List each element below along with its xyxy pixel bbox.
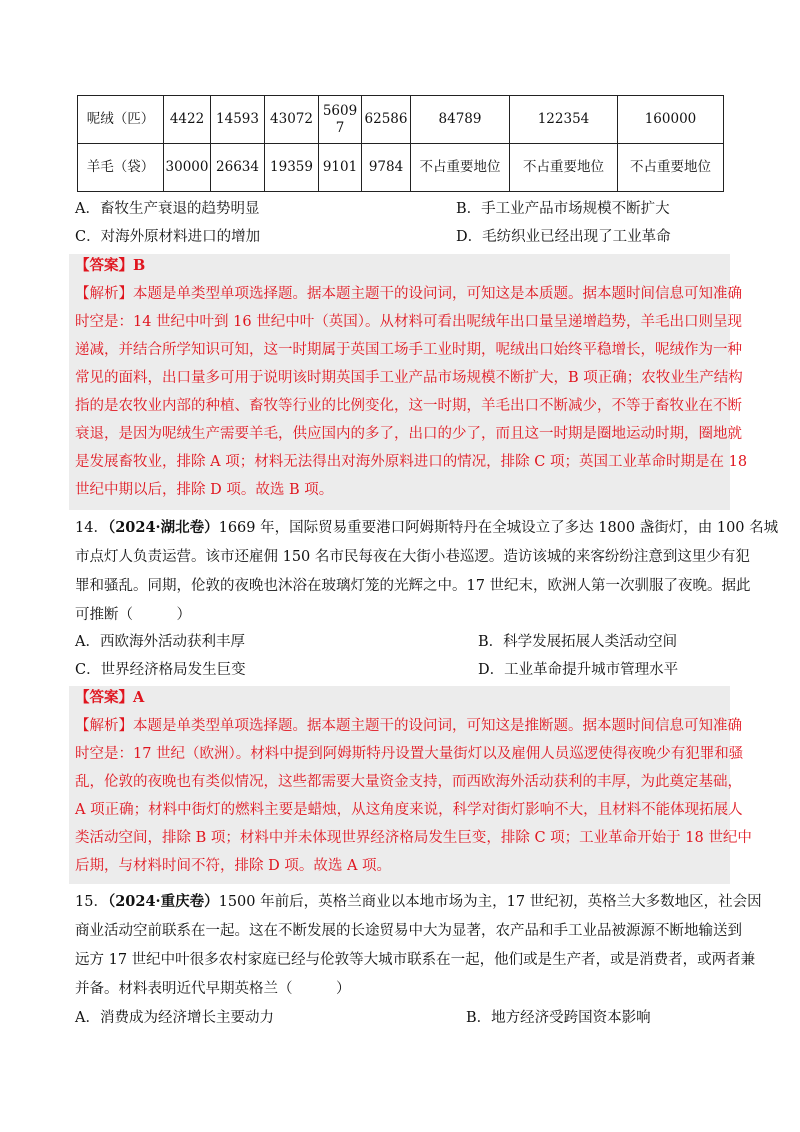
q15-stem-line: [75, 892, 762, 912]
table-cell: 9784: [362, 144, 411, 192]
table-cell: 30000: [164, 144, 211, 192]
table-cell: 不占重要地位: [618, 144, 724, 192]
q14-option-b: B．科学发展拓展人类活动空间: [478, 634, 678, 650]
q13-analysis-line: 时空是：14 世纪中叶到 16 世纪中叶（英国）。从材料可看出呢绒年出口量呈递增趋势，羊毛出口则呈现: [75, 314, 742, 330]
table-row: [78, 144, 724, 192]
q14-analysis-line: 后期，与材料时间不符，排除 D 项。故选 A 项。: [75, 858, 392, 874]
table-cell: 不占重要地位: [411, 144, 510, 192]
table-cell: 84789: [411, 96, 510, 144]
q15-stem-line: 商业活动空前联系在一起。这在不断发展的长途贸易中大为显著，农产品和手工业品被源源不断地输送到: [75, 923, 742, 939]
q14-option-c: C．世界经济格局发生巨变: [75, 662, 246, 678]
table-cell: 62586: [362, 96, 411, 144]
q14-stem-line: 可推断（ ）: [75, 607, 191, 623]
q15-stem-line: 远方 17 世纪中叶很多农村家庭已经与伦敦等大城市联系在一起，他们或是生产者，或是消费者，或两者兼: [75, 952, 756, 968]
q15-option-b: B．地方经济受跨国资本影响: [466, 1010, 651, 1026]
q13-option-b: B．手工业产品市场规模不断扩大: [456, 201, 670, 217]
q13-analysis-line: 【解析】本题是单类型单项选择题。据本题主题干的设问词，可知这是本质题。据本题时间信息可知准确: [75, 286, 742, 302]
q15-stem-text: 1500 年前后，英格兰商业以本地市场为主，17 世纪初，英格兰大多数地区，社会因: [218, 894, 762, 910]
q14-option-a: A．西欧海外活动获利丰厚: [75, 634, 245, 650]
table-cell: 56097: [319, 96, 362, 144]
q15-stem-line: 并备。材料表明近代早期英格兰（ ）: [75, 981, 351, 997]
q13-option-a: A．畜牧生产衰退的趋势明显: [75, 201, 260, 217]
q14-answer-box: [69, 686, 752, 884]
table-row: [78, 96, 724, 144]
q14-stem-line: [75, 518, 778, 538]
q14-stem-line: 罪和骚乱。同期，伦敦的夜晚也沐浴在玻璃灯笼的光辉之中。17 世纪末，欧洲人第一次驯服了夜晚。据此: [75, 578, 751, 594]
table-cell: 4422: [164, 96, 211, 144]
q13-analysis-line: 指的是农牧业内部的种植、畜牧等行业的比例变化，这一时期，羊毛出口不断减少，不等于畜牧业在不断: [75, 398, 742, 414]
table-cell: 9101: [319, 144, 362, 192]
q14-stem-text: 1669 年，国际贸易重要港口阿姆斯特丹在全城设立了多达 1800 盏街灯，由 100 名城: [218, 520, 779, 536]
q13-analysis-line: 世纪中期以后，排除 D 项。故选 B 项。: [75, 482, 334, 498]
q14-answer: 【答案】A: [75, 689, 145, 706]
q14-stem-line: 市点灯人负责运营。该市还雇佣 150 名市民每夜在大街小巷巡逻。造访该城的来客纷纷注意到这里少有犯: [75, 549, 750, 565]
table-cell: 不占重要地位: [510, 144, 618, 192]
q15-number: 15．: [75, 894, 108, 910]
q13-analysis-line: 常见的面料，出口量多可用于说明该时期英国手工业产品市场规模不断扩大，B 项正确；农牧业生产结构: [75, 370, 743, 386]
q14-source: （2024·湖北卷）: [107, 519, 219, 536]
table-cell: 26634: [211, 144, 265, 192]
q13-option-c: C．对海外原材料进口的增加: [75, 229, 261, 245]
q13-analysis-line: 是发展畜牧业，排除 A 项；材料无法得出对海外原料进口的情况，排除 C 项；英国工业革命时期是在 18: [75, 454, 748, 470]
export-data-table: [77, 95, 724, 192]
q14-analysis-line: 乱，伦敦的夜晚也有类似情况，这些都需要大量资金支持，而西欧海外活动获利的丰厚，为此奠定基础，: [75, 774, 742, 790]
q14-analysis-line: 【解析】本题是单类型单项选择题。据本题主题干的设问词，可知这是推断题。据本题时间信息可知准确: [75, 718, 742, 734]
q14-analysis-line: A 项正确；材料中街灯的燃料主要是蜡烛，从这角度来说，科学对街灯影响不大，且材料不能体现拓展人: [75, 802, 743, 818]
q15-option-a: A．消费成为经济增长主要动力: [75, 1010, 274, 1026]
q13-analysis-line: 衰退，是因为呢绒生产需要羊毛，供应国内的多了，出口的少了，而且这一时期是圈地运动时期，圈地就: [75, 426, 742, 442]
q14-option-d: D．工业革命提升城市管理水平: [478, 662, 679, 678]
row-label: 呢绒（匹）: [78, 96, 164, 144]
q13-analysis-line: 递减，并结合所学知识可知，这一时期属于英国工场手工业时期，呢绒出口始终平稳增长，呢绒作为一种: [75, 342, 742, 358]
q13-option-d: D．毛纺织业已经出现了工业革命: [456, 229, 671, 245]
table-cell: 19359: [265, 144, 319, 192]
table-cell: 14593: [211, 96, 265, 144]
q14-number: 14．: [75, 520, 108, 536]
q13-answer-box: [69, 254, 748, 510]
q14-analysis-line: 时空是：17 世纪（欧洲）。材料中提到阿姆斯特丹设置大量街灯以及雇佣人员巡逻使得夜晚少有犯罪和骚: [75, 746, 744, 762]
table-cell: 122354: [510, 96, 618, 144]
q13-answer: 【答案】B: [75, 257, 146, 274]
q14-analysis-line: 类活动空间，排除 B 项；材料中并未体现世界经济格局发生巨变，排除 C 项；工业革命开始于 18 世纪中: [75, 830, 752, 846]
q15-source: （2024·重庆卷）: [107, 893, 219, 910]
row-label: 羊毛（袋）: [78, 144, 164, 192]
table-cell: 160000: [618, 96, 724, 144]
table-cell: 43072: [265, 96, 319, 144]
